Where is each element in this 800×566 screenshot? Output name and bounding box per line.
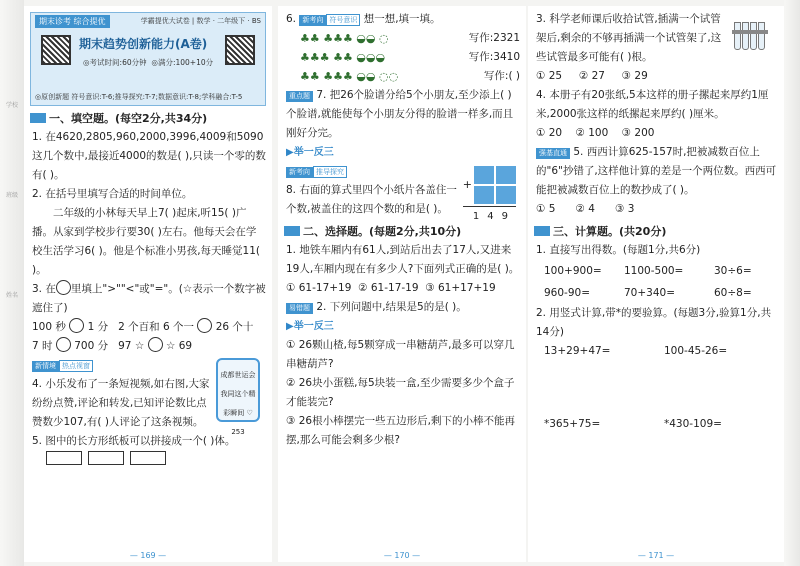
exam-title: 期末趋势创新能力(A卷) — [79, 37, 208, 51]
choice-3 — [536, 10, 778, 86]
section-fill-title: 一、填空题。(每空2分,共34分) — [49, 112, 208, 125]
question-3-text: 3. 在 — [32, 283, 56, 295]
choice-3-option-b[interactable]: ② 27 — [578, 70, 605, 82]
choice-5-option-c[interactable]: ③ 3 — [614, 203, 635, 215]
fruit-row-2 — [286, 48, 520, 67]
question-7 — [286, 86, 520, 162]
vertical-item: *365+75= — [544, 418, 601, 430]
oral-calc-grid — [544, 260, 778, 304]
tag-reasoning: 推导探究 — [313, 166, 347, 178]
question-3-text-b: 里填上">""<"或"="。(☆表示一个数字被遮住了) — [32, 283, 266, 314]
choice-4-text: 4. 本册子有20张纸,5本这样的册子摞起来厚约1厘米,2000张这样的纸摞起来厚约( )厘米。 — [536, 89, 769, 120]
page-171 — [528, 6, 784, 562]
choice-2 — [286, 298, 520, 450]
compare-4-left: 97 ☆ — [118, 340, 145, 352]
section-choice-title: 二、选择题。(每题2分,共10分) — [303, 225, 462, 238]
phone-caption: 成都世运会我同这个精彩瞬间 ♡ 253 — [220, 371, 256, 436]
compare-circle[interactable] — [197, 318, 212, 333]
tag-new-context: 新情境 — [32, 361, 59, 372]
compare-1-right: 1 分 — [87, 321, 109, 333]
page-number-value: 169 — [140, 551, 156, 560]
choice-3-option-a[interactable]: ① 25 — [536, 70, 563, 82]
answer-circle-icon — [56, 280, 71, 295]
compare-1-left: 100 秒 — [32, 321, 66, 333]
question-3 — [32, 280, 266, 356]
pineapple-icons: ♣♣♣ ♣♣ ◒◒◒ — [300, 51, 386, 64]
tag-symbol: 符号意识 — [326, 14, 360, 26]
choice-3-text: 3. 科学老师课后收拾试管,插满一个试管架后,剩余的不够再插满一个试管架了,这些试管最多可能有( )根。 — [536, 13, 722, 63]
question-5-text: 5. 图中的长方形纸板可以拼接成一个( )体。 — [32, 435, 236, 447]
exam-ability-tags: ◎原创新题 符号意识:T-6;推导探究:T-7;数据意识:T-8;学科融合:T-5 — [35, 93, 243, 101]
section-fill — [30, 110, 272, 126]
covered-sum-figure: + 149 — [463, 166, 516, 226]
more-practice-link[interactable]: ▶举一反三 — [286, 147, 334, 158]
vertical-item: *430-109= — [664, 418, 722, 430]
choice-4 — [536, 86, 778, 143]
section-bar-icon — [534, 226, 550, 236]
write-3: 写作:( ) — [483, 70, 520, 82]
question-2 — [32, 185, 266, 280]
margin-label-class: 班级 — [6, 192, 19, 199]
exam-score-label: ◎满分:100+10分 — [151, 58, 214, 67]
pineapple-icons: ♣♣ ♣♣♣ ◒◒ ◌◌ — [300, 70, 399, 83]
phone-video-image — [216, 358, 260, 436]
tag-hot: 热点视窗 — [59, 360, 93, 372]
oral-item: 30÷6= — [714, 265, 752, 277]
qr-code-left[interactable] — [41, 35, 71, 65]
choice-2-text: 2. 下列问题中,结果是5的是( )。 — [316, 301, 467, 313]
page-170 — [278, 6, 526, 562]
compare-3-left: 7 时 — [32, 340, 53, 352]
oral-item: 70+340= — [624, 287, 675, 299]
choice-1-text: 1. 地铁车厢内有61人,到站后出去了17人,又进来19人,车厢内现在有多少人?下面列式正确的是( )。 — [286, 244, 520, 275]
page-number-value: 170 — [394, 551, 410, 560]
tag-strong-base: 强基直通 — [536, 148, 570, 159]
header-banner: 期末诊考 综合提优 — [35, 15, 110, 28]
compare-2-left: 2 个百和 6 个一 — [118, 321, 194, 333]
calc-1 — [536, 241, 778, 304]
header-book: 学霸提优大试卷 | 数学 · 二年级下 · BS — [140, 17, 261, 25]
choice-2-option-a[interactable]: ① 26颗山楂,每5颗穿成一串糖葫芦,最多可以穿几串糖葫芦? — [286, 339, 515, 370]
choice-4-option-a[interactable]: ① 20 — [536, 127, 563, 139]
digit-9: 9 — [501, 211, 516, 222]
choice-1 — [286, 241, 520, 298]
vertical-item: 100-45-26= — [664, 345, 728, 357]
choice-5-option-a[interactable]: ① 5 — [536, 203, 556, 215]
choice-3-option-c[interactable]: ③ 29 — [621, 70, 648, 82]
tag-new-direction: 新考向 — [299, 15, 326, 26]
question-7-text: 7. 把26个脸谱分给5个小朋友,至少添上( )个脸谱,就能使每个小朋友分得的脸谱一样多,而且刚好分完。 — [286, 89, 514, 139]
pineapple-icons: ♣♣ ♣♣♣ ◒◒ ◌ — [300, 32, 389, 45]
choice-1-option-a[interactable]: ① 61-17+19 — [286, 282, 352, 294]
calc-1-text: 1. 直接写出得数。(每题1分,共6分) — [536, 244, 701, 256]
binding-margin — [0, 0, 24, 566]
choice-5-option-b[interactable]: ② 4 — [575, 203, 595, 215]
question-6-number: 6. — [286, 13, 297, 25]
choice-4-option-c[interactable]: ③ 200 — [621, 127, 655, 139]
choice-1-option-b[interactable]: ② 61-17-19 — [358, 282, 419, 294]
write-1: 写作:2321 — [468, 32, 520, 44]
section-bar-icon — [284, 226, 300, 236]
choice-5 — [536, 143, 778, 219]
question-6-text: 想一想,填一填。 — [363, 13, 441, 25]
margin-label-name: 姓名 — [6, 292, 19, 299]
question-8-text: 8. 右面的算式里四个小纸片各盖住一个数,被盖住的这四个数的和是( )。 — [286, 184, 457, 215]
question-4-text: 4. 小乐发布了一条短视频,如右图,大家纷纷点赞,评论和转发,已知评论数比点赞数少107,有( )人评论了这条视频。 — [32, 378, 210, 428]
oral-item: 100+900= — [544, 265, 602, 277]
tag-key: 重点题 — [286, 91, 313, 102]
test-tube-rack-image — [732, 18, 768, 52]
vertical-item: 13+29+47= — [544, 345, 611, 357]
tag-easy-mistake: 易错题 — [286, 303, 313, 314]
page-number: — 171 — — [637, 551, 675, 560]
oral-item: 60÷8= — [714, 287, 752, 299]
calc-2 — [536, 304, 778, 434]
write-2: 写作:3410 — [468, 51, 520, 63]
compare-3-right: 700 分 — [74, 340, 109, 352]
tag-new-direction: 新考向 — [286, 167, 313, 178]
digit-1: 1 — [472, 211, 488, 222]
question-2-body: 二年级的小林每天早上7( )起床,听15( )广播。从家到学校步行要30( )左右。他每天会在学校生活学习6( )。他是个标准小男孩,每天睡觉11( )。 — [32, 207, 261, 276]
page-number: — 170 — — [383, 551, 421, 560]
compare-4-right: ☆ 69 — [165, 340, 193, 352]
choice-2-option-c[interactable]: ③ 26根小棒摆完一些五边形后,剩下的小棒不能再摆,那么可能会剩多少根? — [286, 415, 515, 446]
question-1-text: 1. 在4620,2805,960,2000,3996,4009和5090这几个数中,最接近4000的数是( ),只读一个零的数有( )。 — [32, 131, 266, 181]
question-1 — [32, 128, 266, 185]
section-calc — [534, 223, 784, 239]
choice-4-option-b[interactable]: ② 100 — [575, 127, 609, 139]
exam-header — [30, 12, 266, 106]
qr-code-right[interactable] — [225, 35, 255, 65]
exam-time-label: ◎考试时间:60分钟 — [83, 58, 147, 67]
compare-2-right: 26 个十 — [215, 321, 254, 333]
paper-cover-grid — [474, 166, 516, 204]
cardboard-figure — [46, 451, 266, 472]
oral-item: 960-90= — [544, 287, 590, 299]
question-4 — [32, 356, 266, 436]
calc-2-text: 2. 用竖式计算,带*的要验算。(每题3分,验算1分,共14分) — [536, 307, 772, 338]
exam-time — [83, 57, 213, 68]
page-number-value: 171 — [648, 551, 664, 560]
compare-circle[interactable] — [148, 337, 163, 352]
page-number: — 169 — — [129, 551, 167, 560]
question-2-text: 2. 在括号里填写合适的时间单位。 — [32, 188, 193, 200]
question-6 — [286, 10, 520, 86]
page-169 — [24, 6, 272, 562]
fruit-row-1 — [286, 29, 520, 48]
right-margin — [784, 0, 800, 566]
compare-circle[interactable] — [56, 337, 71, 352]
vertical-calc-grid — [544, 342, 778, 434]
oral-item: 1100-500= — [624, 265, 684, 277]
section-bar-icon — [30, 113, 46, 123]
more-practice-link[interactable]: ▶举一反三 — [286, 321, 334, 332]
digit-4: 4 — [487, 211, 502, 222]
question-8 — [286, 162, 520, 222]
section-calc-title: 三、计算题。(共20分) — [553, 225, 667, 238]
compare-circle[interactable] — [69, 318, 84, 333]
choice-1-option-c[interactable]: ③ 61+17+19 — [425, 282, 496, 294]
margin-label-school: 学校 — [6, 102, 19, 109]
choice-2-option-b[interactable]: ② 26块小蛋糕,每5块装一盒,至少需要多少个盒子才能装完? — [286, 377, 515, 408]
choice-5-text: 5. 西西计算625-157时,把被减数百位上的"6"抄错了,这样他计算的差是一个两位数。西西可能把被减数百位上的数抄成了( )。 — [536, 146, 777, 196]
fruit-row-3 — [286, 67, 520, 86]
